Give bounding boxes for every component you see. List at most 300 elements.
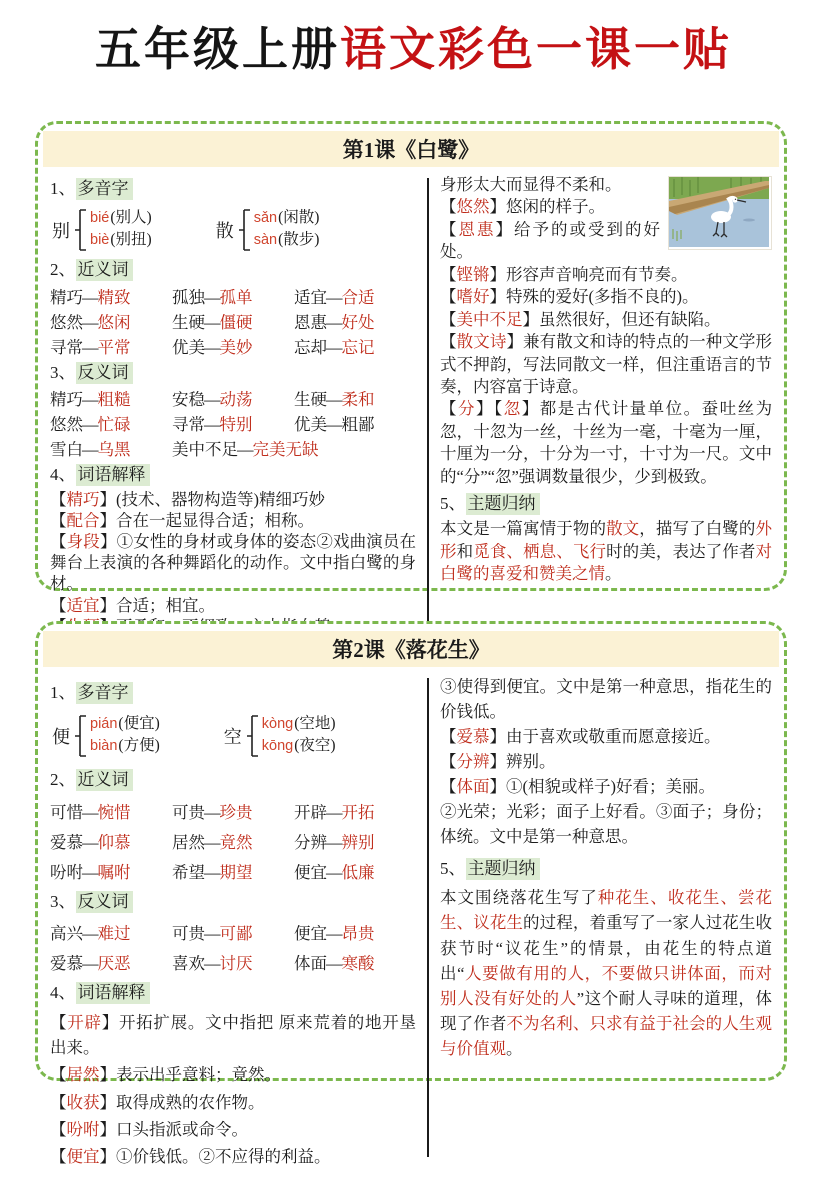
- worksheet-page: [0, 22, 827, 1191]
- pair-dash: —: [204, 337, 221, 357]
- reading-word: (夜空): [294, 737, 336, 755]
- word-pair: [294, 411, 375, 435]
- pinyin-text: kòng: [261, 716, 294, 733]
- pair-dash: —: [204, 802, 221, 822]
- pinyin-text: biè: [90, 232, 110, 249]
- paragraph-segment: 时的美，表达了作者: [606, 541, 756, 561]
- section-heading: [50, 464, 416, 486]
- paragraph-segment: 和: [456, 541, 474, 561]
- pairs-row: [50, 386, 416, 410]
- word-pair: [172, 334, 294, 358]
- definition-body: 口头指派或命令。: [116, 1119, 248, 1139]
- definition: [440, 398, 772, 488]
- word-pair: [50, 334, 172, 358]
- pair-dash: —: [204, 390, 221, 410]
- definition-term: 收获: [66, 1092, 100, 1112]
- pair-dash: —: [237, 440, 254, 460]
- heading-number: 2、: [50, 259, 76, 279]
- paragraph-segment: 本文围绕落花生写了: [440, 888, 598, 908]
- bracket-close: 】: [489, 197, 506, 217]
- definition-term: 体面: [456, 777, 490, 797]
- word-pair: [50, 920, 172, 944]
- pair-word-right: 好处: [341, 312, 375, 332]
- pair-word-right: 厌恶: [97, 954, 131, 974]
- pair-word-left: 寻常: [50, 337, 83, 357]
- definition-term: 精巧: [66, 490, 100, 509]
- definition-body: 给予的或受到的好处。: [440, 219, 660, 262]
- pair-dash: —: [204, 415, 221, 435]
- definition-term: 爱慕: [456, 727, 490, 747]
- word-pair: [294, 799, 375, 823]
- heading-title: 反义词: [76, 362, 133, 384]
- pair-word-right: 仰慕: [97, 832, 131, 852]
- word-pair: [294, 309, 375, 333]
- paragraph-segment: 外形: [440, 519, 773, 561]
- pair-dash: —: [326, 832, 343, 852]
- pair-dash: —: [82, 337, 99, 357]
- pair-word-left: 忘却: [294, 337, 327, 357]
- definition-term: 恩惠: [458, 219, 496, 239]
- pair-dash: —: [204, 287, 221, 307]
- pair-word-right: 粗糙: [97, 390, 131, 410]
- bracket-open: 【: [50, 1013, 68, 1033]
- pair-word-right: 孤单: [219, 287, 253, 307]
- pair-word-right: 平常: [97, 337, 131, 357]
- pairs-block: [50, 386, 416, 460]
- pair-word-right: 难过: [97, 924, 131, 944]
- definition-body: 合适；相宜。: [116, 595, 215, 615]
- pinyin-text: sǎn: [253, 210, 278, 227]
- bracket-close: 】: [506, 332, 524, 352]
- bracket-open: 【: [50, 1146, 67, 1166]
- word-pair: [50, 436, 172, 460]
- pair-dash: —: [82, 862, 99, 882]
- definition-body: 辨别。: [506, 752, 556, 772]
- pair-word-right: 柔和: [341, 390, 375, 410]
- word-pair: [294, 334, 375, 358]
- pair-word-left: 雪白: [50, 440, 83, 460]
- definition-body: 悠闲的样子。: [506, 197, 605, 217]
- column-divider: [427, 178, 429, 623]
- pairs-row: [50, 920, 416, 944]
- pair-dash: —: [204, 312, 221, 332]
- left-column: [50, 674, 416, 1171]
- reading-word: (别扭): [110, 231, 152, 249]
- word-pair: [50, 859, 172, 883]
- heading-title: 多音字: [76, 178, 133, 200]
- word-pair: [50, 799, 172, 823]
- section-heading: [50, 889, 416, 915]
- bracket-open: 【: [440, 399, 458, 419]
- bracket-close: 】: [99, 511, 116, 531]
- pair-dash: —: [82, 390, 99, 410]
- pair-word-left: 精巧: [50, 287, 83, 307]
- heading-number: 3、: [50, 891, 76, 911]
- pair-word-right: 珍贵: [219, 802, 253, 822]
- paragraph-segment: 不为名利、只求有益于社会的人生观与价值观: [440, 1013, 773, 1058]
- paragraph-segment: 散文: [606, 519, 640, 539]
- pair-dash: —: [82, 802, 99, 822]
- pair-word-left: 分辨: [294, 832, 327, 852]
- definition-term: 铿锵: [456, 264, 490, 284]
- definition: [50, 1144, 416, 1169]
- definition-term: 配合: [66, 511, 100, 531]
- definition-body: (技术、器物构造等)精细巧妙: [116, 490, 325, 509]
- pair-word-left: 精巧: [50, 390, 83, 410]
- definition-body: 都是古代计量单位。蚕吐丝为忽，十忽为一丝，十丝为一毫，十毫为一厘，十厘为一分，十分为一寸，十寸为一尺。文中的“分”“忽”强调数量很少，少到极致。: [440, 399, 773, 486]
- pair-word-left: 美中不足: [172, 440, 238, 460]
- definition-term: 便宜: [66, 1146, 100, 1166]
- heading-title: 多音字: [76, 682, 133, 704]
- definition-term: 散文诗: [456, 332, 507, 352]
- word-pair: [294, 950, 375, 974]
- heading-title: 词语解释: [76, 982, 150, 1004]
- definition-body: 形容声音响亮而有节奏。: [506, 264, 688, 284]
- pair-word-left: 生硬: [172, 312, 205, 332]
- bracket-open: 【: [50, 595, 67, 615]
- pair-dash: —: [82, 415, 99, 435]
- duoyin-char: 散: [215, 220, 234, 241]
- pinyin-text: bié: [90, 210, 110, 227]
- pair-word-right: 可鄙: [219, 924, 253, 944]
- heading-number: 4、: [50, 465, 76, 485]
- paragraph-segment: 本文是一篇寓情于物的: [440, 519, 607, 539]
- word-pair: [172, 436, 319, 460]
- definition-body: 取得成熟的农作物。: [116, 1092, 265, 1112]
- heading-number: 3、: [50, 362, 76, 382]
- bracket-open: 【: [440, 264, 457, 284]
- heading-number: 2、: [50, 769, 76, 789]
- pair-dash: —: [204, 862, 221, 882]
- bracket-open: 【: [440, 727, 457, 747]
- lesson-section: [35, 121, 787, 615]
- heading-title: 主题归纳: [466, 493, 540, 515]
- duoyin-readings: [262, 714, 336, 757]
- section-body: [38, 172, 784, 637]
- word-pair: [50, 309, 172, 333]
- pair-word-right: 辨别: [341, 832, 375, 852]
- section-heading: [50, 980, 416, 1006]
- bracket-close: 】: [522, 309, 539, 329]
- section-heading: [50, 680, 416, 706]
- duoyin-char: 别: [52, 220, 70, 241]
- word-pair: [294, 859, 375, 883]
- word-pair: [294, 284, 375, 308]
- definition: [440, 749, 772, 774]
- pair-dash: —: [326, 924, 343, 944]
- pair-word-left: 希望: [172, 862, 205, 882]
- bracket-close: 】: [489, 287, 506, 307]
- paragraph-segment: ，描写了白鹭的: [639, 519, 756, 539]
- bracket-open: 【: [440, 777, 457, 797]
- pinyin-reading: [90, 208, 152, 229]
- pair-word-left: 吩咐: [50, 862, 83, 882]
- pairs-block: [50, 799, 416, 883]
- pair-word-left: 生硬: [294, 390, 327, 410]
- word-pair: [172, 920, 294, 944]
- pair-dash: —: [326, 390, 343, 410]
- paragraph-segment: ”这个耐人寻味的道理，体现了作者: [440, 988, 773, 1033]
- pinyin-text: biàn: [90, 738, 118, 755]
- pair-word-left: 可贵: [172, 802, 205, 822]
- left-column: [50, 174, 416, 637]
- bracket-close: 】: [476, 399, 494, 419]
- pairs-row: [50, 334, 416, 358]
- bracket-open: 【: [440, 219, 459, 239]
- pair-dash: —: [82, 832, 99, 852]
- pair-word-left: 适宜: [294, 287, 327, 307]
- pair-word-left: 优美: [294, 415, 327, 435]
- definition-term: 美中不足: [456, 309, 523, 329]
- pair-word-left: 爱慕: [50, 832, 83, 852]
- right-column: [440, 674, 772, 1171]
- heading-number: 5、: [440, 858, 466, 878]
- pairs-block: [50, 920, 416, 974]
- definition: [50, 510, 416, 531]
- section-title: 第1课《白鹭》: [43, 131, 779, 167]
- bracket-open: 【: [440, 309, 457, 329]
- definition-term: 嗜好: [456, 287, 490, 307]
- pair-word-right: 开拓: [341, 802, 375, 822]
- bracket-open: 【: [440, 197, 457, 217]
- paragraph-segment: 种花生、收花生、尝花生、议花生: [440, 888, 773, 933]
- pairs-row: [50, 829, 416, 853]
- paragraph: [440, 885, 772, 1061]
- definition: [50, 1062, 416, 1087]
- section-heading: [440, 856, 772, 882]
- definition: [50, 531, 416, 594]
- definition-body: 特殊的爱好(多指不良的)。: [506, 287, 699, 307]
- bracket-open: 【: [440, 752, 457, 772]
- definition-term: 适宜: [66, 595, 100, 615]
- word-pair: [294, 829, 375, 853]
- paragraph: [440, 518, 772, 585]
- pair-word-left: 便宜: [294, 924, 327, 944]
- pinyin-reading: [90, 736, 160, 757]
- duoyin-readings: [90, 714, 160, 757]
- reading-word: (便宜): [118, 715, 160, 733]
- definition: [440, 309, 772, 331]
- paragraph: [440, 799, 772, 849]
- title-grade-part: 五年级上册: [95, 24, 340, 75]
- egret-photo: [668, 176, 772, 250]
- definition-term: 忽: [503, 399, 522, 419]
- pair-word-left: 可惜: [50, 802, 83, 822]
- word-pair: [172, 411, 294, 435]
- pair-word-left: 悠然: [50, 312, 83, 332]
- pair-word-right: 悠闲: [97, 312, 131, 332]
- word-pair: [50, 284, 172, 308]
- pinyin-text: sàn: [253, 232, 278, 249]
- definition: [440, 286, 772, 308]
- pair-word-right: 合适: [341, 287, 375, 307]
- section-body: [38, 672, 784, 1171]
- definition-body: 开拓扩展。文中指把 原来荒着的地开垦出来。: [50, 1013, 417, 1058]
- duoyin-group: [224, 711, 336, 761]
- pair-dash: —: [204, 924, 221, 944]
- heading-number: 1、: [50, 683, 76, 702]
- definition: [440, 331, 772, 398]
- pair-word-right: 精致: [97, 287, 131, 307]
- pair-word-right: 忙碌: [97, 415, 131, 435]
- definition-term: 居然: [66, 1065, 100, 1085]
- pair-word-left: 孤独: [172, 287, 205, 307]
- duoyin-block: [50, 711, 416, 761]
- definition: [440, 774, 772, 799]
- bracket-close: 】: [101, 1013, 119, 1033]
- pair-word-left: 便宜: [294, 862, 327, 882]
- right-column: [440, 174, 772, 637]
- definition-term: 开辟: [67, 1013, 102, 1033]
- pairs-block: [50, 284, 416, 358]
- pair-dash: —: [82, 287, 99, 307]
- pinyin-reading: [254, 208, 320, 229]
- word-pair: [172, 309, 294, 333]
- definition: [50, 1010, 416, 1060]
- heading-title: 反义词: [76, 891, 133, 913]
- reading-word: (散步): [278, 231, 320, 249]
- duoyin-char: 空: [223, 726, 242, 747]
- definition-term: 悠然: [456, 197, 490, 217]
- title-subject-part: 语文彩色一课一贴: [340, 24, 732, 75]
- pair-word-right: 期望: [219, 862, 253, 882]
- heading-title: 近义词: [76, 769, 133, 791]
- pair-dash: —: [204, 954, 221, 974]
- heading-title: 词语解释: [76, 464, 150, 486]
- definition-body: 由于喜欢或敬重而愿意接近。: [506, 727, 721, 747]
- bracket-close: 】: [495, 219, 514, 239]
- pinyin-reading: [90, 230, 152, 251]
- pair-word-right: 低廉: [341, 862, 375, 882]
- bracket-close: 】: [99, 595, 116, 615]
- paragraph: [440, 674, 772, 724]
- pair-word-right: 昂贵: [341, 924, 375, 944]
- pair-dash: —: [326, 415, 343, 435]
- pair-word-left: 体面: [294, 954, 327, 974]
- definition: [50, 489, 416, 510]
- pairs-row: [50, 309, 416, 333]
- pair-word-left: 恩惠: [294, 312, 327, 332]
- pair-word-right: 嘱咐: [97, 862, 131, 882]
- pair-word-right: 寒酸: [341, 954, 375, 974]
- pair-dash: —: [326, 337, 343, 357]
- pair-word-right: 忘记: [341, 337, 375, 357]
- pair-word-left: 喜欢: [172, 954, 205, 974]
- definition-term: 分: [458, 399, 476, 419]
- pair-dash: —: [326, 802, 343, 822]
- brace-icon: [246, 711, 259, 761]
- definition: [440, 264, 772, 286]
- pair-word-right: 僵硬: [219, 312, 253, 332]
- bracket-close: 】: [489, 752, 506, 772]
- brace-icon: [74, 205, 87, 255]
- pair-word-left: 安稳: [172, 390, 205, 410]
- bracket-open: 【: [440, 332, 457, 352]
- paragraph-segment: 。: [506, 1038, 523, 1058]
- bracket-open: 【: [494, 399, 504, 419]
- bracket-open: 【: [440, 287, 457, 307]
- duoyin-group: [216, 205, 320, 255]
- bracket-close: 】: [489, 727, 506, 747]
- heading-title: 近义词: [76, 259, 133, 281]
- pair-dash: —: [82, 440, 99, 460]
- word-pair: [172, 829, 294, 853]
- duoyin-readings: [90, 208, 152, 251]
- pinyin-reading: [254, 230, 320, 251]
- bracket-close: 】: [99, 1065, 116, 1085]
- reading-word: (闲散): [278, 209, 320, 227]
- pair-dash: —: [82, 954, 99, 974]
- pinyin-reading: [90, 714, 160, 735]
- pair-dash: —: [326, 287, 343, 307]
- pairs-row: [50, 859, 416, 883]
- bracket-close: 】: [99, 1146, 116, 1166]
- paragraph-segment: 身形太大而显得不柔和。: [440, 175, 622, 194]
- section-heading: [50, 259, 416, 281]
- definition-body: ①(相貌或样子)好看；美丽。: [506, 777, 715, 797]
- pair-word-right: 粗鄙: [341, 415, 375, 435]
- pair-dash: —: [326, 862, 343, 882]
- word-pair: [50, 829, 172, 853]
- paragraph-segment: ②光荣；光彩；面子上好看。③面子；身份；体统。文中是第一种意思。: [440, 802, 772, 847]
- pairs-row: [50, 799, 416, 823]
- definition-term: 身段: [66, 532, 100, 552]
- pair-word-right: 乌黑: [97, 440, 131, 460]
- definition-body: ①价钱低。②不应得的利益。: [116, 1146, 331, 1166]
- bracket-close: 】: [489, 777, 506, 797]
- pair-word-left: 高兴: [50, 924, 83, 944]
- pair-word-left: 爱慕: [50, 954, 83, 974]
- pair-dash: —: [326, 312, 343, 332]
- definition: [50, 1090, 416, 1115]
- paragraph-segment: 觅食、栖息、飞行: [473, 541, 607, 561]
- pair-dash: —: [204, 832, 221, 852]
- pair-word-left: 居然: [172, 832, 205, 852]
- heading-title: 主题归纳: [466, 858, 540, 880]
- bracket-open: 【: [50, 1119, 67, 1139]
- definition-body: 虽然很好，但还有缺陷。: [539, 309, 721, 329]
- page-title: [0, 22, 827, 77]
- reading-word: (空地): [294, 715, 336, 733]
- heading-number: 4、: [50, 983, 76, 1003]
- word-pair: [294, 920, 375, 944]
- bracket-close: 】: [489, 264, 506, 284]
- reading-word: (别人): [110, 209, 152, 227]
- definition: [50, 595, 416, 616]
- pair-dash: —: [82, 312, 99, 332]
- bracket-open: 【: [50, 490, 67, 509]
- definition-term: 分辨: [456, 752, 490, 772]
- definition-body: ①女性的身材或身体的姿态②戏曲演员在舞台上表演的各种舞蹈化的动作。文中指白鹭的身材。: [50, 532, 417, 594]
- duoyin-group: [52, 711, 160, 761]
- column-divider: [427, 678, 429, 1157]
- pair-word-right: 动荡: [219, 390, 253, 410]
- bracket-close: 】: [99, 532, 117, 552]
- bracket-close: 】: [99, 490, 116, 509]
- bracket-close: 】: [99, 1092, 116, 1112]
- definition-body: 兼有散文和诗的特点的一种文学形式不押韵，写法同散文一样，但注重语言的节奏，内容富于诗意。: [440, 332, 773, 396]
- pairs-row: [50, 950, 416, 974]
- brace-icon: [74, 711, 87, 761]
- pair-word-right: 惋惜: [97, 802, 131, 822]
- section-heading: [50, 178, 416, 200]
- pair-word-right: 完美无缺: [252, 440, 319, 460]
- duoyin-block: [50, 205, 416, 255]
- pair-word-right: 特别: [219, 415, 253, 435]
- pairs-row: [50, 284, 416, 308]
- bracket-close: 】: [99, 1119, 116, 1139]
- pair-dash: —: [326, 954, 343, 974]
